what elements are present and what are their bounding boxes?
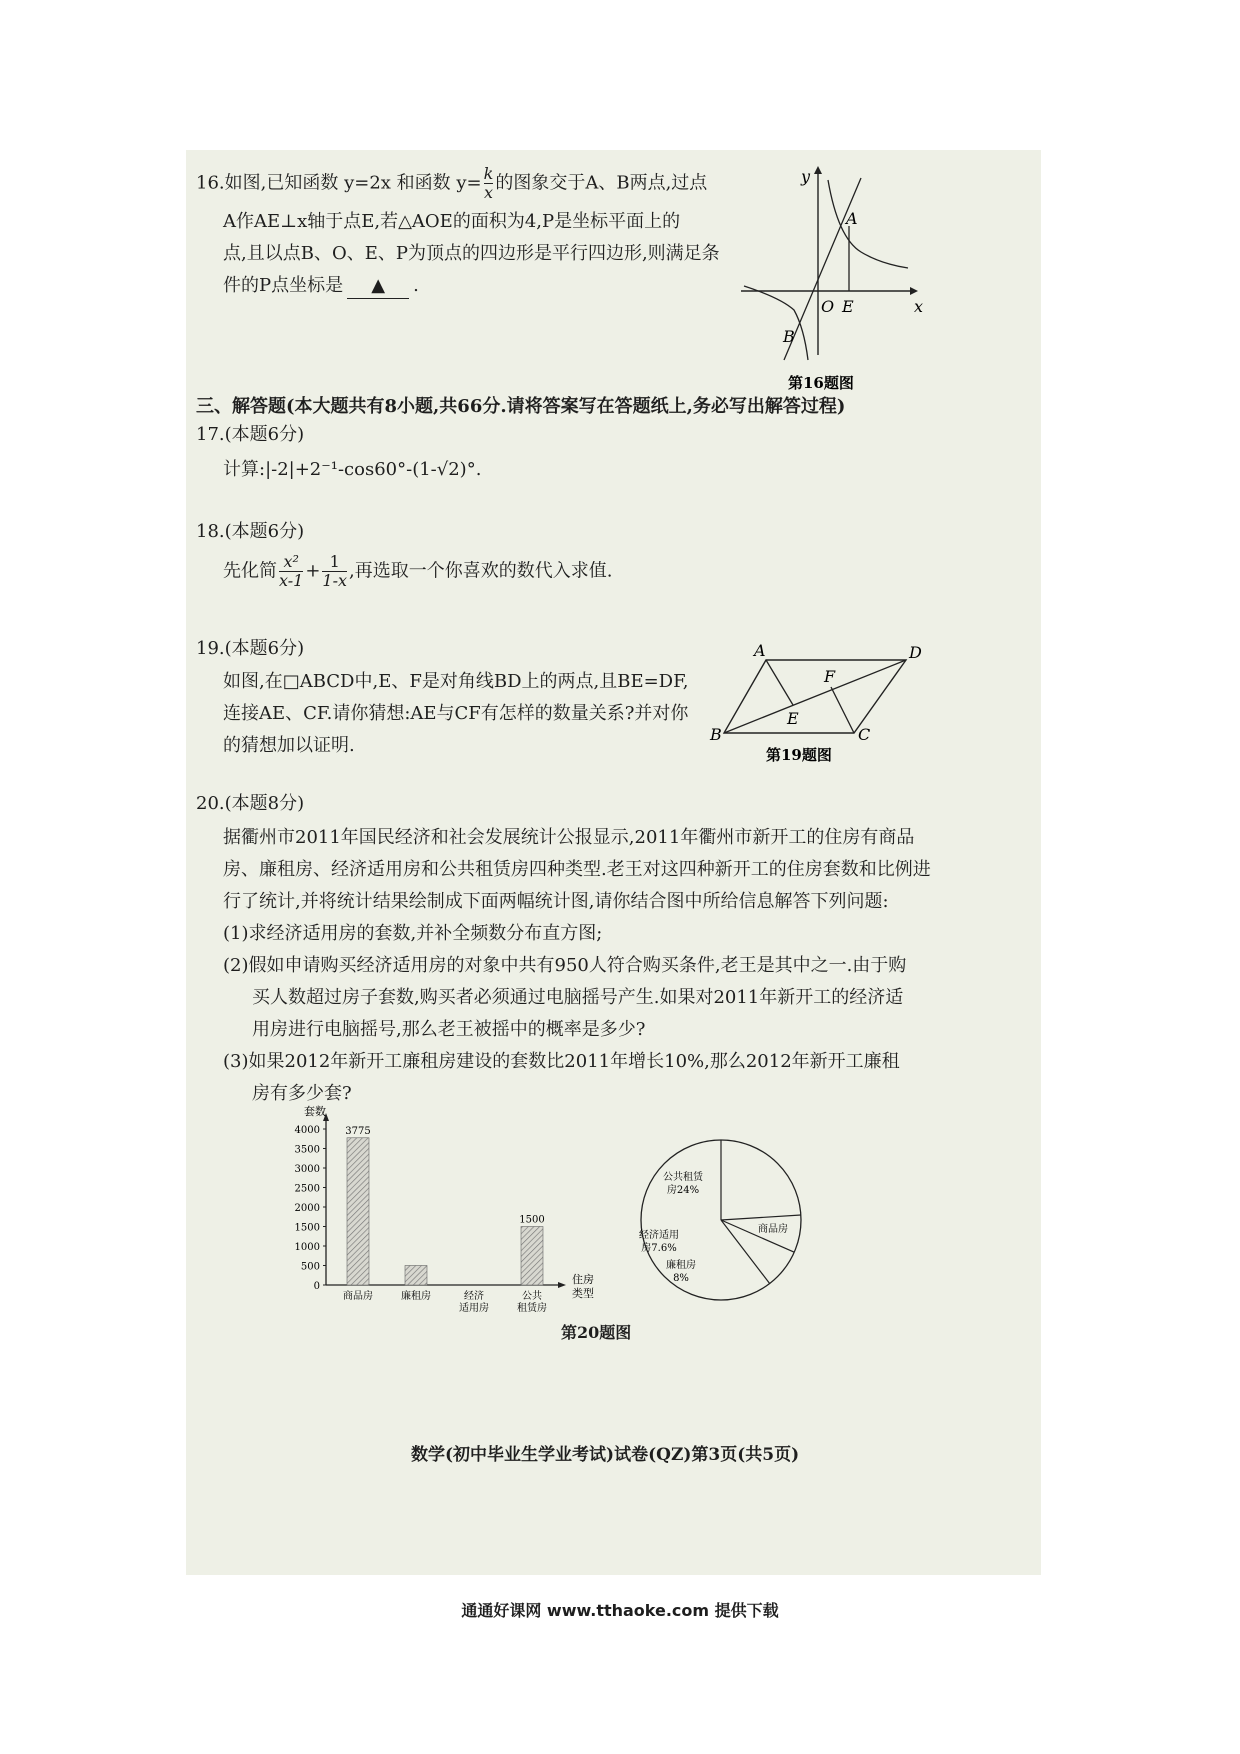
segment-cf: [831, 687, 854, 733]
label-a: A: [846, 209, 858, 228]
x-tick-label: 廉租房: [401, 1291, 431, 1302]
label-d: D: [909, 643, 922, 662]
y-axis-title: 套数: [304, 1105, 326, 1118]
watermark-text: 通通好课网 www.tthaoke.com 提供下载: [461, 1601, 779, 1620]
q16-text-a: 如图,已知函数 y=2x 和函数 y=: [224, 172, 482, 194]
label-o: O: [821, 297, 835, 316]
q16-line4-end: .: [413, 275, 419, 296]
pie-slice-boundary: [721, 1215, 801, 1220]
q19-line3: 的猜想加以证明.: [223, 735, 355, 756]
x-axis-arrow: [558, 1282, 566, 1288]
q20-sub-2b: 买人数超过房子套数,购买者必须通过电脑摇号产生.如果对2011年新开工的经济适: [252, 987, 904, 1008]
label-y: y: [801, 167, 811, 186]
q18-plus: +: [305, 560, 321, 582]
q19-figure: [706, 640, 946, 775]
housing-bar-chart: [276, 1105, 616, 1314]
label-f: F: [824, 667, 836, 686]
q20-sub-1: (1)求经济适用房的套数,并补全频数分布直方图;: [223, 923, 603, 944]
q18-fraction-1: [279, 553, 303, 590]
pie-slice-label: 公共租赁: [663, 1172, 703, 1183]
q18-f2-den: 1-x: [322, 571, 348, 590]
q20-head: 20.(本题8分): [196, 793, 305, 814]
q16-frac-den: x: [483, 183, 493, 202]
pie-slice-label: 廉租房: [666, 1260, 696, 1271]
x-axis-title-line1: 住房: [572, 1273, 594, 1286]
q20-para-1: 据衢州市2011年国民经济和社会发展统计公报显示,2011年衢州市新开工的住房有商品: [223, 827, 915, 848]
figure-16-caption: 第16题图: [788, 374, 854, 392]
q18-head: 18.(本题6分): [196, 521, 305, 542]
q16-line3: 点,且以点B、O、E、P为顶点的四边形是平行四边形,则满足条: [223, 243, 720, 264]
q16-line4: [223, 274, 419, 299]
q20-sub-2a: (2)假如申请购买经济适用房的对象中共有950人符合购买条件,老王是其中之一.由于购: [223, 955, 907, 976]
y-tick-label: 2500: [294, 1183, 320, 1195]
q17-body: 计算:|-2|+2⁻¹-cos60°-(1-√2)°.: [223, 459, 482, 480]
hyperbola-branch-1: [828, 180, 908, 268]
q20-para-3: 行了统计,并将统计结果绘制成下面两幅统计图,请你结合图中所给信息解答下列问题:: [223, 891, 889, 912]
q18-fraction-2: [322, 553, 347, 590]
bar-value-label: 1500: [519, 1214, 545, 1226]
y-tick-label: 3000: [294, 1164, 320, 1175]
figure-20-caption: 第20题图: [561, 1323, 632, 1342]
q16-figure: [736, 160, 926, 395]
y-tick-label: 1500: [294, 1222, 320, 1234]
bar-value-label: 3775: [345, 1125, 371, 1137]
q16-line1: [196, 165, 707, 202]
page-footer: 数学(初中毕业生学业考试)试卷(QZ)第3页(共5页): [411, 1445, 800, 1465]
bar: [347, 1138, 369, 1285]
bar: [405, 1266, 427, 1286]
q16-line2: A作AE⊥x轴于点E,若△AOE的面积为4,P是坐标平面上的: [223, 211, 681, 232]
q19-head: 19.(本题6分): [196, 638, 305, 659]
label-c: C: [858, 725, 871, 744]
y-axis-arrow: [814, 166, 822, 174]
q18-post: ,再选取一个你喜欢的数代入求值.: [349, 560, 613, 582]
q18-body: [223, 553, 612, 590]
y-tick-label: 1000: [294, 1242, 320, 1253]
q20-sub-3b: 房有多少套?: [252, 1083, 352, 1104]
pie-slice-label: 房24%: [666, 1185, 700, 1196]
x-tick-label: 适用房: [459, 1303, 489, 1314]
label-b: B: [783, 327, 795, 346]
q18-f1-num: x²: [283, 552, 299, 571]
label-e: E: [842, 297, 854, 316]
label-b: B: [710, 725, 722, 744]
y-tick-label: 2000: [294, 1203, 320, 1214]
bar: [521, 1227, 543, 1286]
pie-slice-label: 房7.6%: [641, 1243, 677, 1254]
q20-sub-3a: (3)如果2012年新开工廉租房建设的套数比2011年增长10%,那么2012年新开工廉租: [223, 1051, 900, 1072]
diagonal-bd: [724, 660, 906, 733]
q16-number: 16.: [196, 172, 225, 194]
pie-slice-label: 商品房: [758, 1224, 788, 1235]
housing-pie-chart: [626, 1120, 856, 1310]
q19-line1: 如图,在□ABCD中,E、F是对角线BD上的两点,且BE=DF,: [223, 671, 689, 692]
y-tick-label: 3500: [294, 1144, 320, 1156]
q16-fraction: [484, 165, 494, 202]
pie-slice-label: 经济适用: [639, 1230, 679, 1241]
q20-para-2: 房、廉租房、经济适用房和公共租赁房四种类型.老王对这四种新开工的住房套数和比例进: [223, 859, 931, 880]
y-tick-label: 4000: [294, 1125, 320, 1136]
y-tick-label: 0: [313, 1281, 320, 1292]
q18-f2-num: 1: [329, 552, 340, 571]
q18-f1-den: x-1: [279, 571, 304, 590]
exam-page: [186, 150, 1041, 1575]
pie-slice-label: 8%: [673, 1273, 689, 1284]
q20-sub-2c: 用房进行电脑摇号,那么老王被摇中的概率是多少?: [252, 1019, 646, 1040]
q16-text-b: 的图象交于A、B两点,过点: [495, 172, 708, 194]
x-tick-label: 公共: [522, 1291, 542, 1302]
section-3-heading: 三、解答题(本大题共有8小题,共66分.请将答案写在答题纸上,务必写出解答过程): [196, 396, 846, 417]
x-tick-label: 商品房: [343, 1291, 373, 1302]
hyperbola-branch-2: [744, 286, 808, 360]
q18-pre: 先化简: [223, 560, 277, 582]
segment-ae: [766, 660, 793, 705]
figure-19-caption: 第19题图: [766, 746, 832, 764]
q17-head: 17.(本题6分): [196, 424, 305, 445]
x-tick-label: 租赁房: [517, 1303, 547, 1314]
q16-line4-text: 件的P点坐标是: [223, 275, 344, 296]
answer-blank: ▲: [347, 274, 409, 299]
label-a: A: [754, 641, 766, 660]
q19-line2: 连接AE、CF.请你猜想:AE与CF有怎样的数量关系?并对你: [223, 703, 689, 724]
x-axis-title-line2: 类型: [572, 1287, 594, 1300]
x-axis-arrow: [910, 287, 918, 295]
y-tick-label: 500: [300, 1261, 320, 1273]
q16-frac-num: k: [483, 164, 494, 183]
label-x: x: [914, 297, 924, 316]
label-e: E: [787, 709, 799, 728]
x-tick-label: 经济: [464, 1291, 484, 1302]
